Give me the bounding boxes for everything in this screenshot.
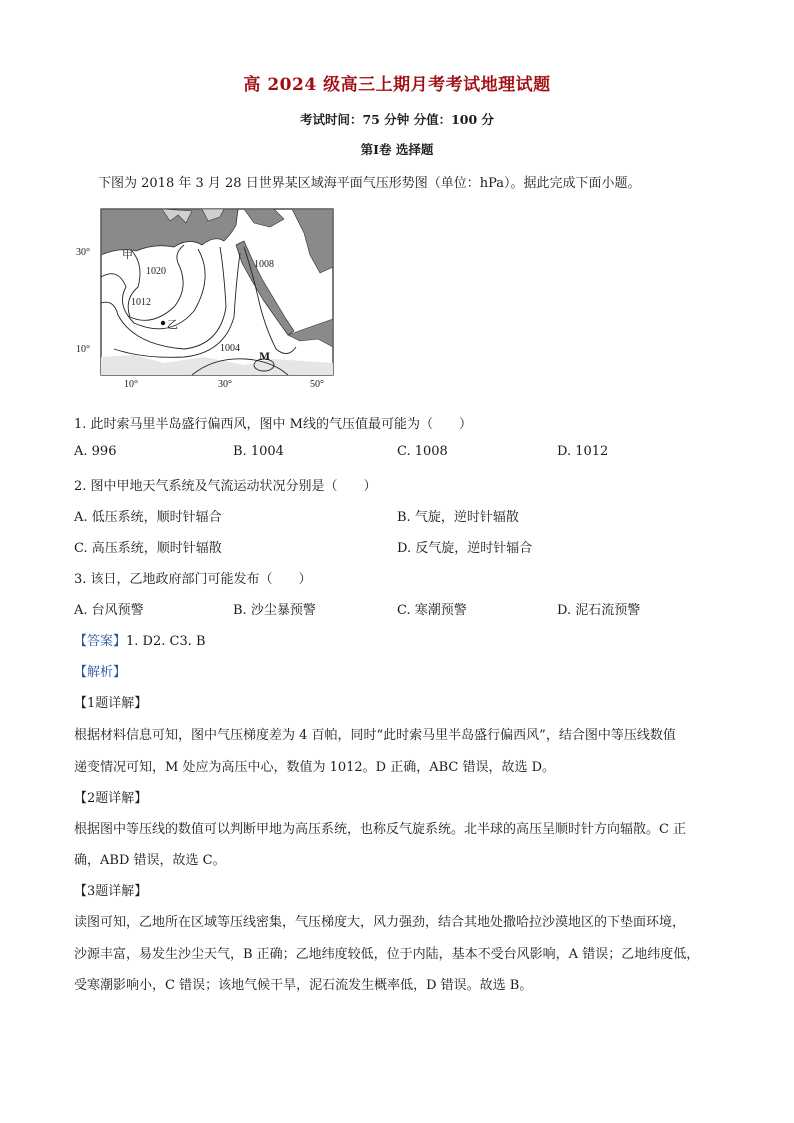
answer-text: 1. D2. C3. B <box>126 634 206 649</box>
analysis-label: 【解析】 <box>74 665 127 680</box>
lat-label-10: 10° <box>76 344 90 355</box>
isobar-label-1008: 1008 <box>254 259 274 270</box>
pressure-map <box>74 207 336 395</box>
q3-option-a: A. 台风预警 <box>74 603 144 618</box>
answer-label: 【答案】 <box>74 634 127 649</box>
q2-option-b: B. 气旋，逆时针辐散 <box>397 510 519 525</box>
place-label-m: M <box>259 352 271 363</box>
detail-2-head: 【2题详解】 <box>74 791 148 806</box>
detail-3-line-3: 受寒潮影响小，C 错误；该地气候干旱，泥石流发生概率低，D 错误。故选 B。 <box>74 978 533 993</box>
lon-label-30: 30° <box>218 379 232 390</box>
isobar-label-1004: 1004 <box>220 343 240 354</box>
detail-2-line-1: 根据图中等压线的数值可以判断甲地为高压系统，也称反气旋系统。北半球的高压呈顺时针方向辐散。C 正 <box>74 822 687 837</box>
intro-text: 下图为 2018 年 3 月 28 日世界某区域海平面气压形势图（单位：hPa）。据此完成下面小题。 <box>98 176 641 191</box>
lon-label-50: 50° <box>310 379 324 390</box>
q1-option-c: C. 1008 <box>397 444 448 459</box>
isobar-label-1020: 1020 <box>146 266 166 277</box>
place-label-jia: 甲 <box>122 248 133 261</box>
q2-option-c: C. 高压系统，顺时针辐散 <box>74 541 222 556</box>
answer-line <box>74 630 206 649</box>
detail-2-line-2: 确，ABD 错误，故选 C。 <box>74 853 226 868</box>
q1-option-d: D. 1012 <box>557 444 609 459</box>
q3-option-d: D. 泥石流预警 <box>557 603 641 618</box>
question-2-stem: 2. 图中甲地天气系统及气流运动状况分别是（ ） <box>74 479 377 494</box>
question-1-stem: 1. 此时索马里半岛盛行偏西风，图中 M线的气压值最可能为（ ） <box>74 417 472 432</box>
q1-option-a: A. 996 <box>74 444 117 459</box>
section-heading: 第Ⅰ卷 选择题 <box>360 142 434 157</box>
question-3-stem: 3. 该日，乙地政府部门可能发布（ ） <box>74 572 312 587</box>
lat-label-30: 30° <box>76 247 90 258</box>
isobar-label-1012: 1012 <box>131 297 151 308</box>
q2-option-d: D. 反气旋，逆时针辐合 <box>397 541 533 556</box>
q2-option-a: A. 低压系统，顺时针辐合 <box>74 510 222 525</box>
detail-3-line-1: 读图可知，乙地所在区域等压线密集，气压梯度大，风力强劲，结合其地处撒哈拉沙漠地区的下垫面环境， <box>74 915 686 930</box>
detail-1-line-1: 根据材料信息可知，图中气压梯度差为 4 百帕，同时“此时索马里半岛盛行偏西风”，结合图中等压线数值 <box>74 728 676 743</box>
detail-1-head: 【1题详解】 <box>74 696 148 711</box>
exam-title: 高 2024 级高三上期月考考试地理试题 <box>243 75 551 95</box>
exam-info: 考试时间：75 分钟 分值：100 分 <box>299 112 495 127</box>
lon-label-10: 10° <box>124 379 138 390</box>
q3-option-b: B. 沙尘暴预警 <box>233 603 316 618</box>
detail-3-head: 【3题详解】 <box>74 884 148 899</box>
q1-option-b: B. 1004 <box>233 444 284 459</box>
detail-1-line-2: 递变情况可知，M 处应为高压中心，数值为 1012。D 正确，ABC 错误，故选 D。 <box>74 760 556 775</box>
detail-3-line-2: 沙源丰富，易发生沙尘天气，B 正确；乙地纬度较低，位于内陆，基本不受台风影响，A 错误；乙地纬度低， <box>74 947 700 962</box>
place-label-yi: 乙 <box>167 318 178 331</box>
q3-option-c: C. 寒潮预警 <box>397 603 467 618</box>
